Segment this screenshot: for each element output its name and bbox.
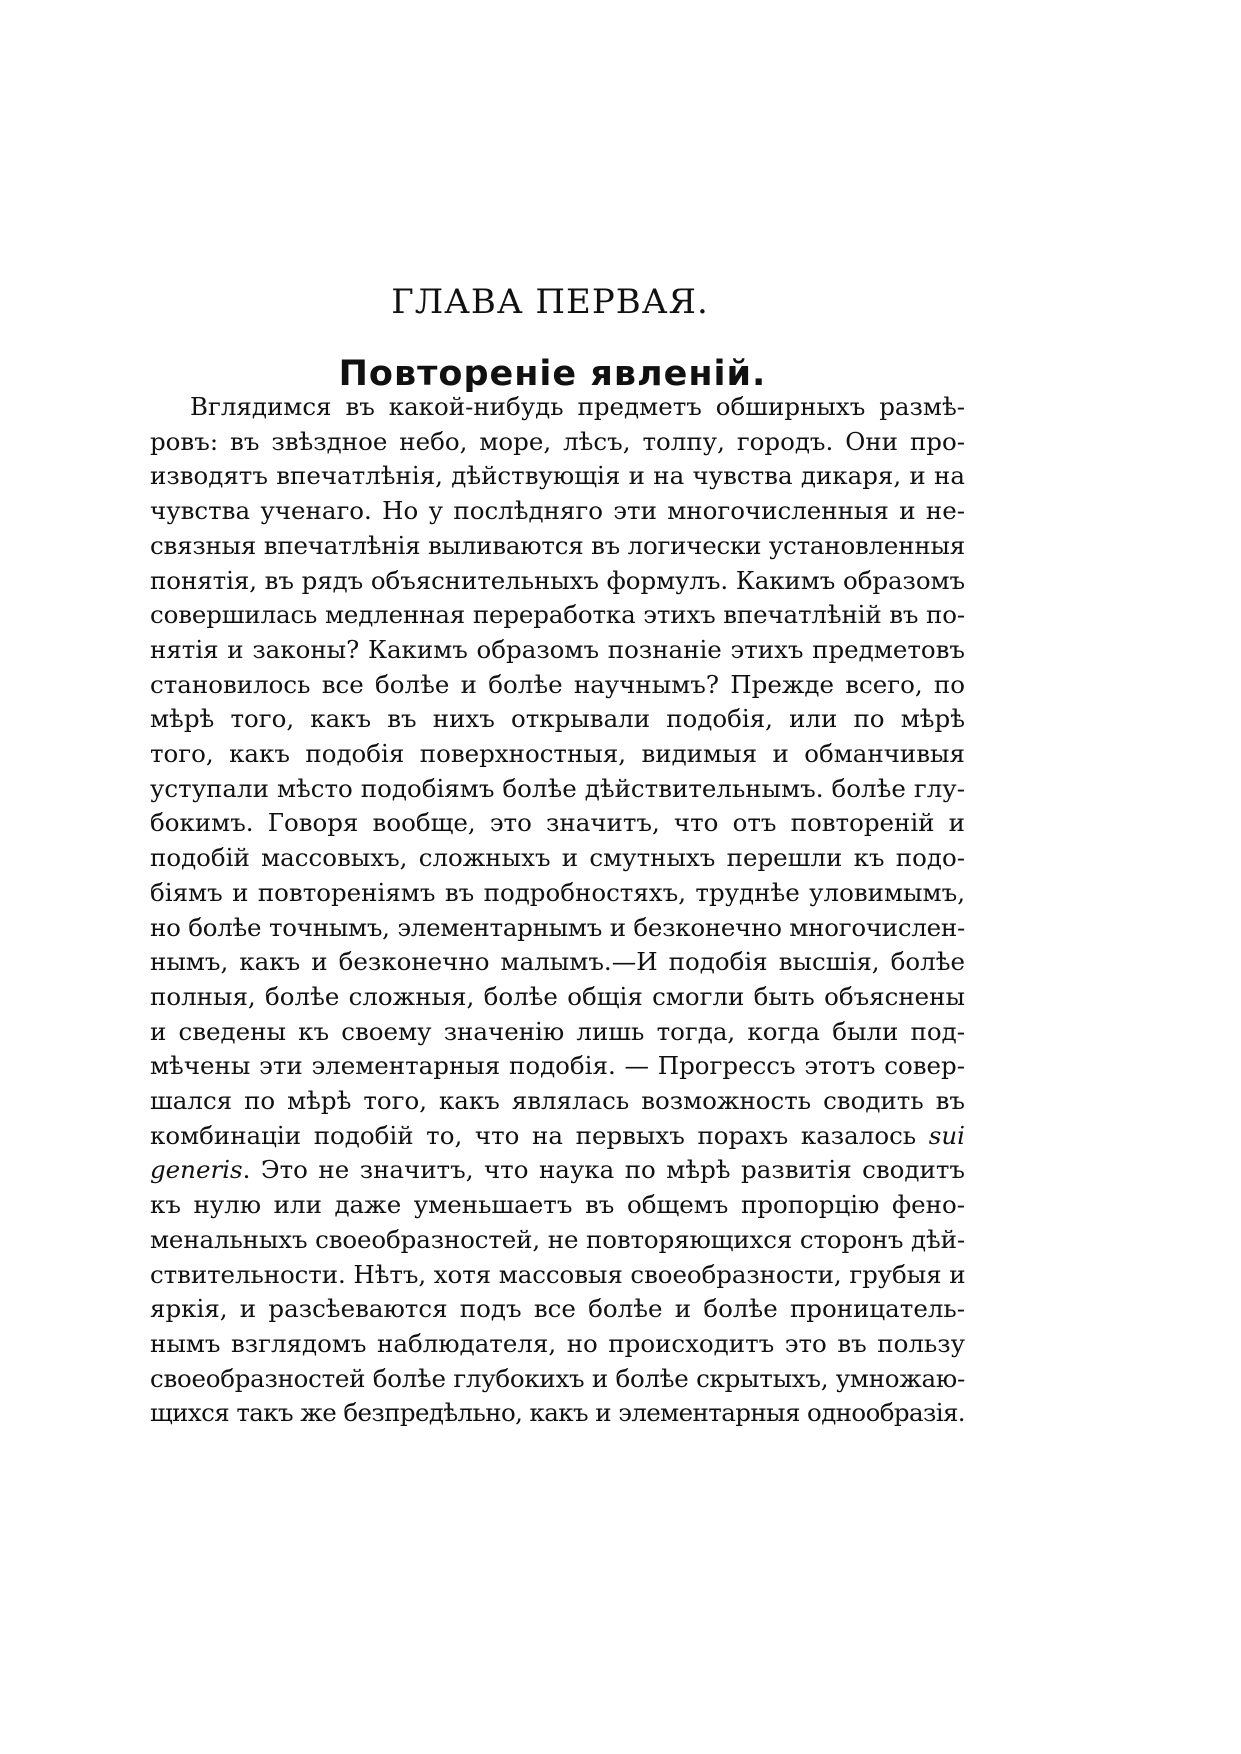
text-line: совершилась медленная переработка этихъ впечатлѣній въ по- (150, 600, 965, 630)
text-line: бокимъ. Говоря вообще, это значитъ, что отъ повтореній и (150, 808, 965, 838)
text-line: щихся такъ же безпредѣльно, какъ и элементарныя однообразія. (150, 1398, 965, 1428)
text-line: нымъ, какъ и безконечно малымъ.—И подобія высшія, болѣе (150, 947, 965, 977)
text-line: подобій массовыхъ, сложныхъ и смутныхъ перешли къ подо- (150, 843, 965, 873)
text-segment: . Это не значитъ, что наука по мѣрѣ развитія сводитъ (242, 1155, 965, 1185)
text-line: уступали мѣсто подобіямъ болѣе дѣйствительнымъ. болѣе глу- (150, 773, 965, 803)
text-line: и сведены къ своему значенію лишь тогда, когда были под- (150, 1016, 965, 1046)
text-line: нятія и законы? Какимъ образомъ познаніе этихъ предметовъ (150, 634, 965, 664)
text-line: изводятъ впечатлѣнія, дѣйствующія и на чувства дикаря, и на (150, 461, 965, 491)
text-line: шался по мѣрѣ того, какъ являлась возможность сводить въ (150, 1086, 965, 1116)
text-line: ровъ: въ звѣздное небо, море, лѣсъ, толпу, городъ. Они про- (150, 426, 965, 456)
chapter-title: Повтореніе явленій. (338, 354, 767, 394)
text-line: становилось все болѣе и болѣе научнымъ? Прежде всего, по (150, 669, 965, 699)
text-segment: комбинаціи подобій то, что на первыхъ порахъ казалось (150, 1120, 917, 1150)
text-line: мѣрѣ того, какъ въ нихъ открывали подобія, или по мѣрѣ (150, 704, 965, 734)
italic-term: sui (928, 1120, 965, 1150)
body-text (150, 390, 965, 1431)
text-line: ствительности. Нѣтъ, хотя массовыя своеобразности, грубыя и (150, 1259, 966, 1289)
chapter-label: ГЛАВА ПЕРВАЯ. (391, 282, 709, 322)
text-line: нымъ взглядомъ наблюдателя, но происходитъ это въ пользу (150, 1328, 965, 1358)
text-line: Вглядимся въ какой-нибудь предметъ обширныхъ размѣ- (190, 392, 965, 421)
text-line: къ нулю или даже уменьшаетъ въ общемъ пропорцію фено- (150, 1190, 965, 1220)
text-line: яркія, и разсѣеваются подъ все болѣе и болѣе проницатель- (150, 1294, 965, 1324)
text-line: мѣчены эти элементарныя подобія. — Прогрессъ этотъ совер- (150, 1051, 965, 1081)
text-line: того, какъ подобія поверхностныя, видимыя и обманчивыя (150, 739, 965, 769)
text-line: понятія, въ рядъ объяснительныхъ формулъ. Какимъ образомъ (150, 565, 965, 595)
text-line: но болѣе точнымъ, элементарнымъ и безконечно многочислен- (150, 912, 965, 942)
text-line: своеобразностей болѣе глубокихъ и болѣе скрытыхъ, умножаю- (150, 1363, 965, 1393)
text-line: полныя, болѣе сложныя, болѣе общія смогли быть объяснены (150, 981, 965, 1011)
text-line: связныя впечатлѣнія выливаются въ логически установленныя (150, 530, 965, 560)
text-line (150, 1153, 965, 1188)
italic-term: generis (150, 1155, 243, 1185)
text-line: менальныхъ своеобразностей, не повторяющихся сторонъ дѣй- (150, 1224, 966, 1254)
text-line: біямъ и повтореніямъ въ подробностяхъ, труднѣе уловимымъ, (150, 877, 965, 907)
text-line (150, 1119, 965, 1154)
text-line: чувства ученаго. Но у послѣдняго эти многочисленныя и не- (150, 496, 965, 526)
